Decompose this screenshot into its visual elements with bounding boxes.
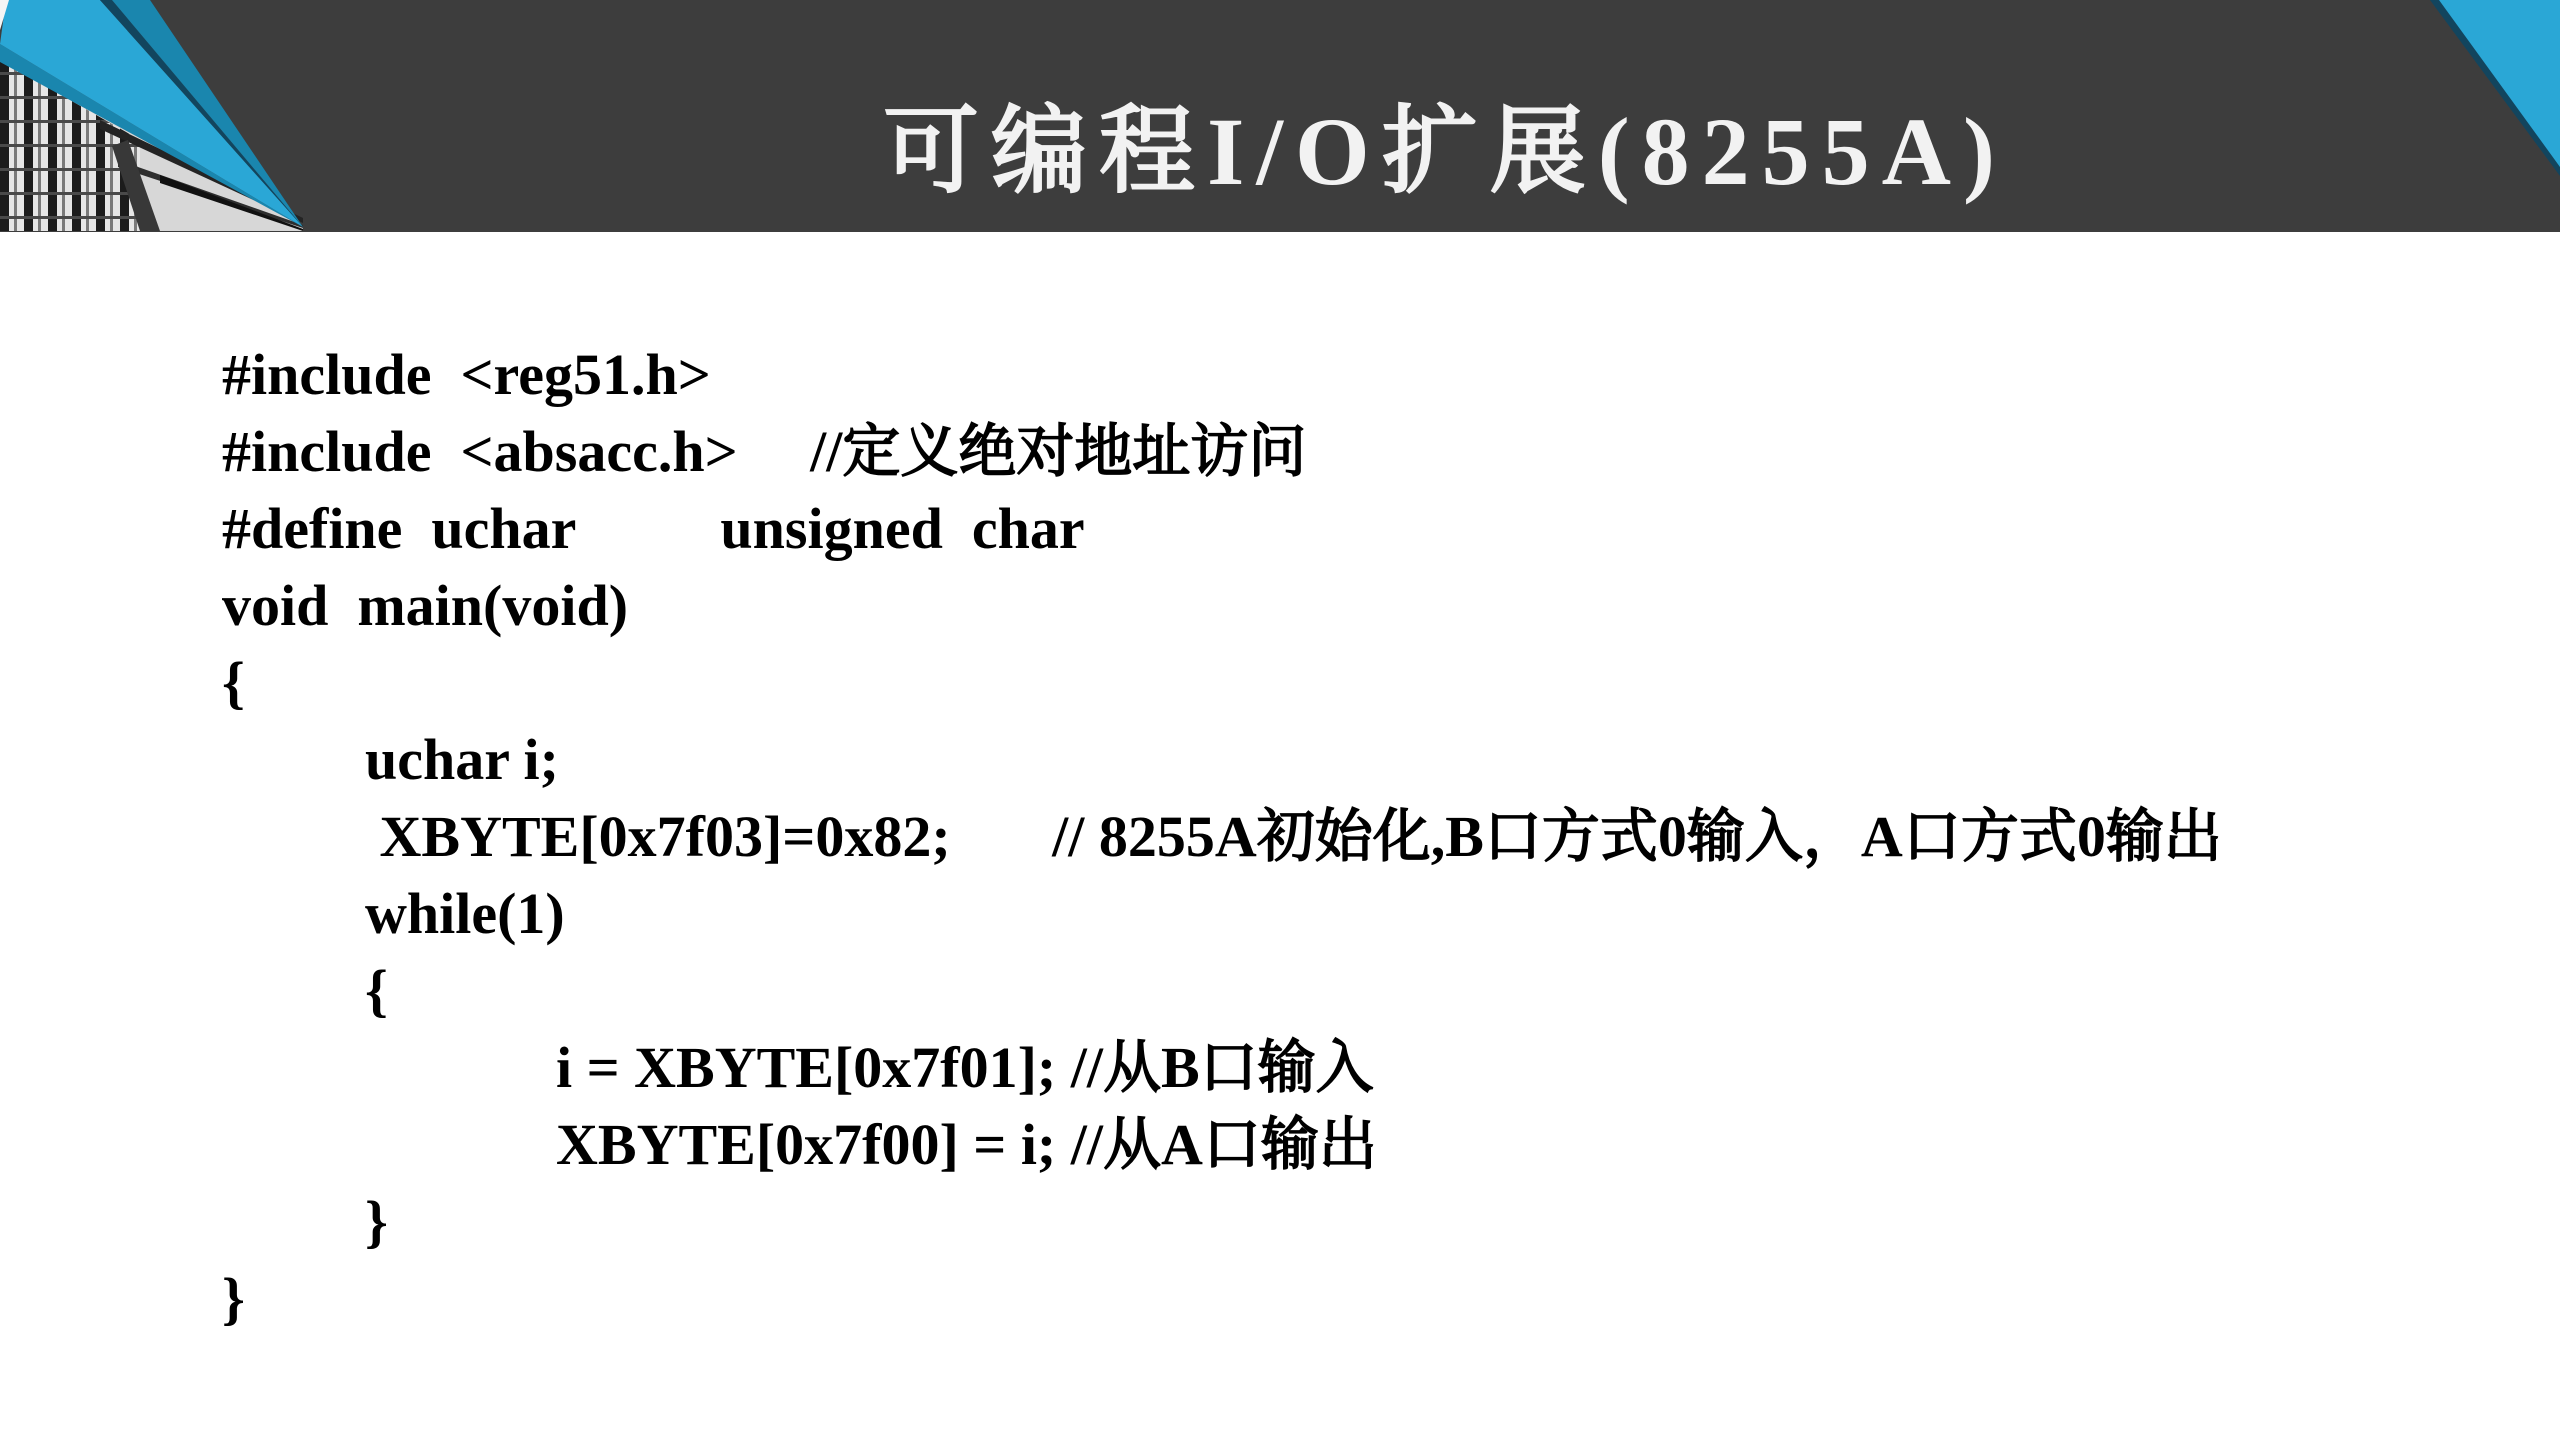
code-line: } (365, 1189, 388, 1254)
code-line: uchar i; (365, 727, 559, 792)
code-line: while(1) (365, 881, 565, 946)
code-line: } (222, 1266, 245, 1331)
code-line: void main(void) (222, 573, 629, 638)
slide-header (0, 0, 2560, 232)
slide-title: 可编程I/O扩展(8255A) (883, 97, 2007, 205)
code-line: XBYTE[0x7f03]=0x82; // 8255A初始化,B口方式0输入，A口方式0输出 (365, 804, 2222, 869)
code-line: { (222, 650, 245, 715)
code-line: #include <reg51.h> (222, 342, 711, 407)
code-line: XBYTE[0x7f00] = i; //从A口输出 (556, 1112, 1377, 1177)
code-line: { (365, 958, 388, 1023)
code-line: #define uchar unsigned char (222, 496, 1085, 561)
corner-photo (0, 0, 320, 234)
code-block (222, 336, 2520, 1337)
title-container (330, 0, 2560, 232)
code-line: #include <absacc.h> //定义绝对地址访问 (222, 419, 1307, 484)
code-line: i = XBYTE[0x7f01]; //从B口输入 (556, 1035, 1374, 1100)
right-wedge-decoration (2430, 0, 2560, 180)
